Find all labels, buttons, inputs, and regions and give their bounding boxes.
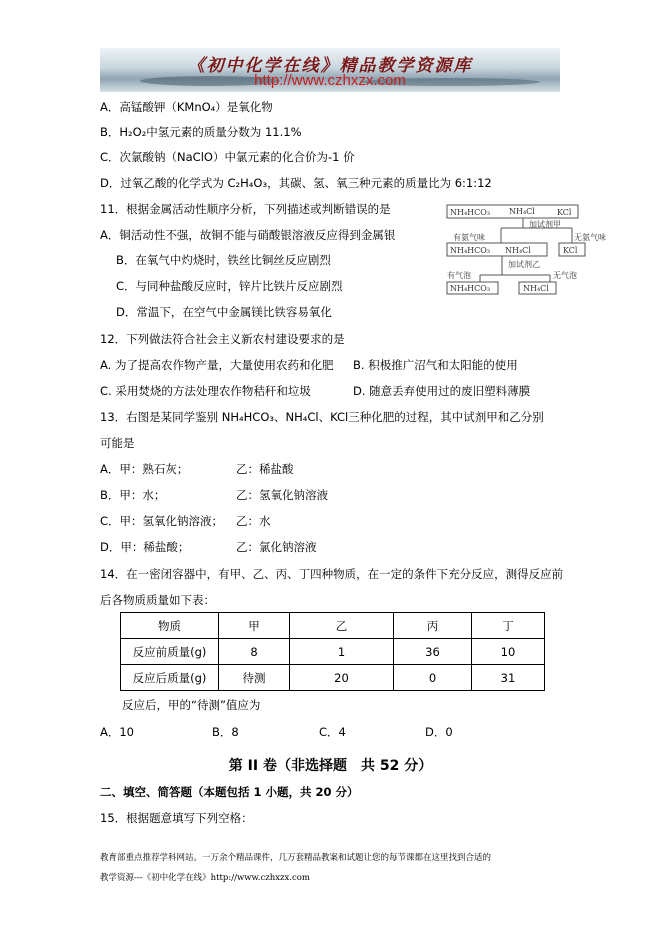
q12-option-d: D. 随意丢弃使用过的废旧塑料薄膜	[353, 384, 531, 398]
flow-text: NH₄Cl	[523, 284, 549, 293]
banner-url: http://www.czhxzx.com	[254, 72, 406, 89]
table-header-row	[121, 613, 545, 639]
table-row	[121, 665, 545, 691]
q13-option-a-yi: 乙：稀盐酸	[236, 462, 294, 476]
q14-option-d: D．0	[425, 725, 453, 739]
table-cell: 反应前质量(g)	[121, 639, 219, 665]
q14-stem: 14．在一密闭容器中，有甲、乙、丙、丁四种物质，在一定的条件下充分反应，测得反应前	[100, 567, 564, 581]
q13-option-c-yi: 乙：水	[236, 514, 271, 528]
q14-stem-cont: 后各物质质量如下表：	[100, 593, 215, 607]
table-cell: 36	[394, 639, 472, 665]
q11-option-a: A．铜活动性不强，故铜不能与硝酸银溶液反应得到金属银	[100, 228, 396, 242]
table-header-cell: 甲	[219, 613, 290, 639]
flow-text: NH₄HCO₃	[450, 284, 491, 293]
table-cell: 0	[394, 665, 472, 691]
table-cell: 待测	[219, 665, 290, 691]
flow-text: NH₄Cl	[509, 207, 535, 216]
q13-option-d-yi: 乙：氯化钠溶液	[236, 540, 317, 554]
table-cell: 8	[219, 639, 290, 665]
q14-question: 反应后，甲的“待测”值应为	[122, 698, 261, 712]
q11-option-c: C．与同种盐酸反应时，锌片比铁片反应剧烈	[116, 279, 343, 293]
q13-option-a-jia: A．甲：熟石灰；	[100, 462, 189, 476]
table-header-cell: 丁	[472, 613, 545, 639]
flow-label: 无氨气味	[574, 233, 606, 242]
banner-title: 《初中化学在线》精品教学资源库	[187, 56, 473, 76]
q10-option-b: B．H₂O₂中氢元素的质量分数为 11.1%	[100, 125, 302, 139]
table-cell: 反应后质量(g)	[121, 665, 219, 691]
q14-option-a: A．10	[100, 725, 135, 739]
table-cell: 10	[472, 639, 545, 665]
part2-title: 第 II 卷（非选择题 共 52 分）	[228, 758, 433, 774]
q14-option-c: C．4	[319, 725, 346, 739]
table-cell: 20	[290, 665, 394, 691]
q13-option-c-jia: C．甲：氢氧化钠溶液；	[100, 514, 224, 528]
flow-text: KCl	[557, 208, 572, 217]
q13-stem: 13．右图是某同学鉴别 NH₄HCO₃、NH₄Cl、KCl三种化肥的过程，其中试剂甲和乙分别	[100, 410, 544, 424]
section-heading: 二、填空、简答题（本题包括 1 小题，共 20 分）	[100, 785, 359, 799]
table-cell: 1	[290, 639, 394, 665]
header-banner	[100, 48, 560, 92]
q12-stem: 12．下列做法符合社会主义新农村建设要求的是	[100, 332, 345, 346]
q10-option-a: A．高锰酸钾（KMnO₄）是氧化物	[100, 100, 273, 114]
q15-stem: 15．根据题意填写下列空格：	[100, 811, 253, 825]
table-cell: 31	[472, 665, 545, 691]
q14-option-b: B．8	[212, 725, 239, 739]
table-row	[121, 639, 545, 665]
table-header-cell: 乙	[290, 613, 394, 639]
flow-text: NH₄HCO₃	[450, 208, 491, 217]
mass-table	[120, 612, 545, 691]
flow-label: 有氨气味	[453, 233, 485, 242]
q13-option-d-jia: D．甲：稀盐酸；	[100, 540, 190, 554]
flow-text: KCl	[563, 246, 578, 255]
flow-label: 有气泡	[447, 271, 471, 280]
flow-reagent-jia: 加试剂甲	[529, 220, 561, 229]
flow-label: 无气泡	[553, 271, 577, 280]
footer-line-2: 教学资源---《初中化学在线》http://www.czhxzx.com	[100, 873, 310, 883]
q10-option-d: D．过氧乙酸的化学式为 C₂H₄O₃，其碳、氢、氧三种元素的质量比为 6:1:12	[100, 176, 492, 190]
table-header-cell: 物质	[121, 613, 219, 639]
flow-text: NH₄Cl	[505, 246, 531, 255]
q11-stem: 11．根据金属活动性顺序分析，下列描述或判断错误的是	[100, 202, 391, 216]
q13-stem-cont: 可能是	[100, 436, 135, 450]
q11-option-d: D．常温下，在空气中金属镁比铁容易氧化	[116, 305, 332, 319]
q13-option-b-jia: B．甲：水；	[100, 488, 166, 502]
flow-reagent-yi: 加试剂乙	[508, 260, 540, 269]
footer-line-1: 教育部重点推荐学科网站。一万余个精品课件，几万套精品教案和试题让您的每节课都在这里找到合适的	[100, 853, 492, 863]
flow-text: NH₄HCO₃	[450, 246, 491, 255]
q12-option-a: A. 为了提高农作物产量，大量使用农药和化肥	[100, 358, 334, 372]
q10-option-c: C．次氯酸钠（NaClO）中氯元素的化合价为-1 价	[100, 150, 355, 164]
q12-option-b: B. 积极推广沼气和太阳能的使用	[353, 358, 518, 372]
table-header-cell: 丙	[394, 613, 472, 639]
q11-option-b: B．在氧气中灼烧时，铁丝比铜丝反应剧烈	[116, 253, 331, 267]
q12-option-c: C. 采用焚烧的方法处理农作物秸秆和垃圾	[100, 384, 311, 398]
q13-option-b-yi: 乙：氢氧化钠溶液	[236, 488, 328, 502]
identification-flowchart	[440, 200, 606, 300]
